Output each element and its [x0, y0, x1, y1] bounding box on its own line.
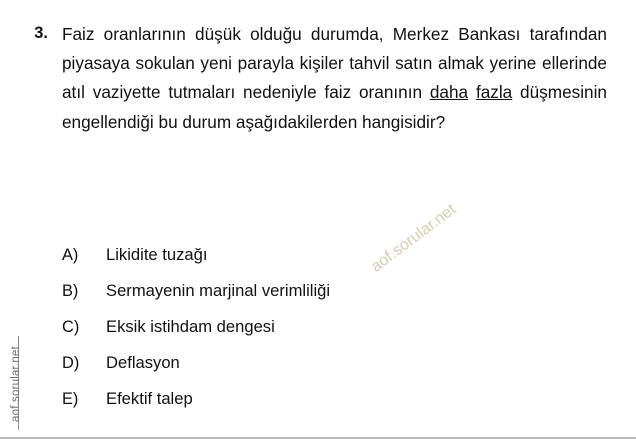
option-b[interactable]: [62, 279, 582, 315]
option-a-label: Likidite tuzağı: [106, 245, 208, 264]
option-e[interactable]: [62, 387, 582, 423]
left-watermark-strip: [0, 0, 30, 439]
option-d[interactable]: [62, 351, 582, 387]
option-b-letter: B): [62, 282, 79, 300]
option-a-letter: A): [62, 246, 79, 264]
option-d-label: Deflasyon: [106, 353, 180, 372]
question-segment-4-underlined: fazla: [475, 82, 513, 103]
option-e-label: Efektif talep: [106, 389, 193, 408]
question-number: 3.: [34, 24, 48, 42]
question-segment-3: [468, 82, 476, 102]
option-b-label: Sermayenin marjinal verimliliği: [106, 281, 331, 300]
question-segment-5: düşmesinin engellendiği bu durum aşağıdakilerden hangisidir?: [62, 82, 607, 132]
question-text: [62, 20, 607, 137]
question-segment-2-underlined: daha: [429, 82, 469, 103]
option-c[interactable]: [62, 315, 582, 351]
option-c-letter: C): [62, 318, 80, 336]
left-vertical-watermark: aof.sorular.net: [10, 346, 22, 422]
option-a[interactable]: [62, 243, 582, 279]
option-c-label: Eksik istihdam dengesi: [106, 317, 275, 336]
option-d-letter: D): [62, 354, 80, 372]
option-e-letter: E): [62, 390, 79, 408]
diagonal-watermark: aof.sorular.net: [368, 200, 460, 276]
question-segment-1: Faiz oranlarının düşük olduğu durumda, Merkez Bankası tarafından piyasaya sokulan yeni parayla kişiler tahvil satın almak yerine ellerinde atıl vaziyette tutmaları nedeniyle faiz oranının: [62, 24, 607, 103]
options-list: [62, 243, 582, 423]
